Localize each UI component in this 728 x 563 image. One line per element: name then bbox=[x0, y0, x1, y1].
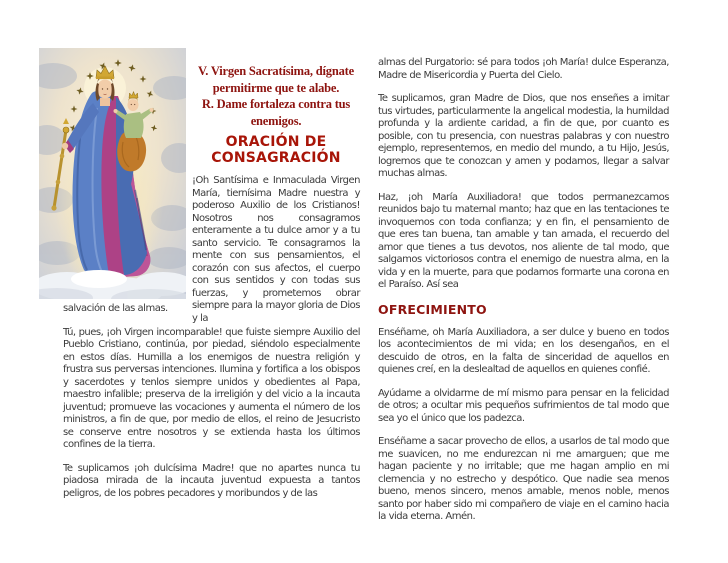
consecration-title-line-1: ORACIÓN DE bbox=[225, 134, 327, 150]
right-text-column bbox=[378, 57, 669, 524]
virgin-mary-illustration bbox=[39, 48, 186, 299]
paragraph-gran-madre: Te suplicamos, gran Madre de Dios, que nos enseñes a imitar tus virtudes, particularmente la angelical modestia, la humildad profunda y la ardiente caridad, a fin de que, por cuanto es posible, con tu presencia, con nuestras palabras y con nuestro ejemplo, representemos, en medio del mundo, a tu Hijo, Jesús, logremos que te conozcan y amen y podamos, llegar a salvar muchas almas. bbox=[378, 93, 669, 179]
paragraph-haz-auxiliadora: Haz, ¡oh María Auxiliadora! que todos permanezcamos reunidos bajo tu maternal manto; haz que en las tentaciones te invoquemos con toda confianza; y en fin, el pensamiento de que eres tan buena, tan amable y tan amada, el recuerdo del amor que tienes a tus devotos, nos aliente de tal modo, que salgamos victoriosos contra el enemigo de nuestra alma, en la vida y en la muerte, para que podamos formarte una corona en el Paraíso. Así sea bbox=[378, 191, 669, 290]
virgin-mary-auxiliadora-image bbox=[39, 48, 186, 299]
responsory-line-3: R. Dame fortaleza contra tus bbox=[201, 97, 351, 111]
paragraph-te-suplicamos-madre: Te suplicamos ¡oh dulcísima Madre! que no apartes nunca tu piadosa mirada de la incauta juventud expuesta a tantos peligros, de los pobres pecadores y moribundos y de las bbox=[63, 462, 360, 499]
responsory-line-2: permitirme que te alabe. bbox=[212, 80, 340, 95]
consecration-title-line-2: CONSAGRACIÓN bbox=[211, 149, 341, 166]
responsory-line-1: V. Virgen Sacratísima, dígnate bbox=[198, 64, 354, 78]
consecration-title bbox=[192, 135, 360, 166]
paragraph-tu-pues: Tú, pues, ¡oh Virgen incomparable! que fuiste siempre Auxilio del Pueblo Cristiano, continúa, por piedad, siéndolo especialmente en estos días. Humilla a los enemigos de nuestra religión y frustra sus perversas intenciones. Ilumina y fortifica a los obispos y sacerdotes y tenlos siempre unidos y obedientes al Papa, maestro infalible; preserva de la irreligión y del vicio a la incauta juventud; promueve las vocaciones y aumenta el número de los ministros, a fin de que, por medio de ellos, el reino de Jesucristo se conserve entre nosotros y se extienda hasta los últimos confines de la tierra. bbox=[63, 326, 360, 450]
paragraph-ensename-dulce: Enséñame, oh María Auxiliadora, a ser dulce y bueno en todos los acontecimientos de mi vida; en los desengaños, en el descuido de otros, en la falta de sinceridad de aquellos en quienes creí, en la deslealtad de aquellos en quienes confié. bbox=[378, 326, 669, 375]
paragraph-almas-purgatorio: almas del Purgatorio: sé para todos ¡oh María! dulce Esperanza, Madre de Misericordia y Puerta del Cielo. bbox=[378, 57, 669, 81]
left-text-column bbox=[63, 303, 360, 500]
paragraph-ensename-provecho: Enséñame a sacar provecho de ellos, a usarlos de tal modo que me suavicen, no me endurezcan ni me amarguen; que me hagan paciente y no irritable; que me hagan amplio en mi clemencia y no estrecho y despótico. Que nadie sea menos bueno, menos sincero, menos amable, menos noble, menos santo por haber sido mi compañero de viaje en el camino hacia la vida eterna. Amén. bbox=[378, 436, 669, 522]
paragraph-salvacion: salvación de las almas. bbox=[63, 303, 168, 314]
responsory-verse bbox=[192, 63, 360, 129]
offering-title: OFRECIMIENTO bbox=[378, 301, 487, 317]
consecration-intro-paragraph: ¡Oh Santísima e Inmaculada Virgen María, tiernísima Madre nuestra y poderoso Auxilio de los Cristianos! Nosotros nos consagramos enteramente a tu dulce amor y a tu santo servicio. Te consagramos la mente con sus pensamientos, el corazón con sus afectos, el cuerpo con sus sentidos y con todas sus fuerzas, y prometemos obrar siempre para la mayor gloria de Dios y la bbox=[192, 175, 360, 324]
responsory-line-4: enemigos. bbox=[250, 113, 302, 128]
consecration-prayer-column bbox=[192, 63, 360, 325]
paragraph-ayudame: Ayúdame a olvidarme de mí mismo para pensar en la felicidad de otros; a ocultar mis pequeños sufrimientos de tal modo que sea yo el único que los padezca. bbox=[378, 387, 669, 424]
